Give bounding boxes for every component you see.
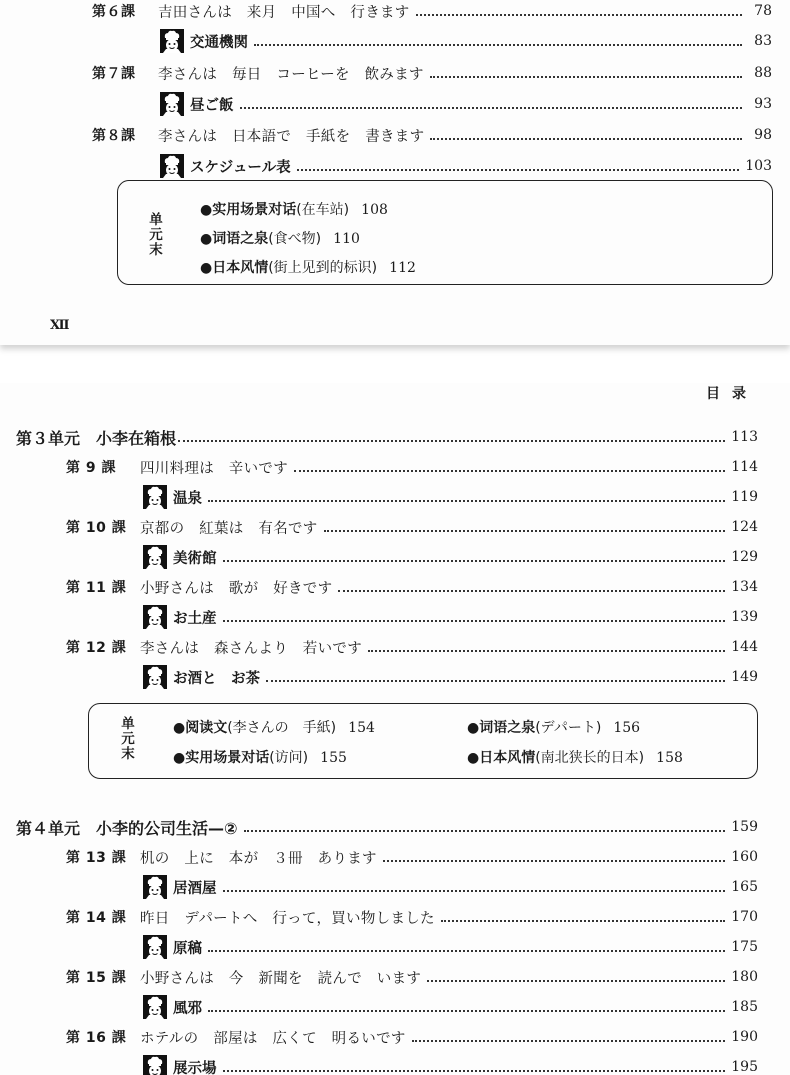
chef-icon	[143, 485, 167, 509]
leader-dots	[368, 650, 725, 652]
leader-dots	[254, 44, 742, 46]
leader-dots	[208, 1010, 725, 1012]
page-ref: 144	[731, 639, 758, 655]
page-ref: 165	[731, 879, 758, 895]
unit-end-item-topic: (食べ物)	[268, 231, 322, 247]
sub-topic-title: 原稿	[173, 940, 202, 957]
unit-end-item-topic: (南北狭长的日本)	[535, 750, 645, 766]
chef-icon	[160, 154, 184, 178]
unit-end-item[interactable]	[200, 228, 360, 248]
page-ref: 154	[348, 720, 375, 736]
page-ref: 113	[731, 429, 758, 445]
unit-end-item-title: ●词语之泉	[467, 720, 536, 736]
unit-end-box	[117, 180, 773, 285]
page-ref: 78	[754, 3, 772, 19]
lesson-row[interactable]	[0, 964, 790, 990]
lesson-row[interactable]	[0, 844, 790, 870]
lesson-title: 小野さんは 歌が 好きです	[140, 580, 333, 597]
leader-dots	[383, 860, 725, 862]
leader-dots	[223, 890, 726, 892]
unit-end-label-char: 末	[149, 242, 163, 258]
unit-title: 第３单元 小李在箱根	[16, 428, 177, 448]
sub-topic-title: 居酒屋	[173, 880, 217, 897]
unit-end-item[interactable]	[467, 717, 640, 737]
chef-icon	[143, 1055, 167, 1075]
sub-topic-row[interactable]	[0, 544, 790, 570]
sub-topic-row[interactable]	[0, 664, 790, 690]
page-ref: 155	[320, 750, 347, 766]
chef-icon	[160, 92, 184, 116]
sub-topic-title: スケジュール表	[190, 159, 291, 176]
page-ref: 114	[731, 459, 758, 475]
sub-topic-title: 交通機関	[190, 34, 248, 51]
lesson-number: 第６課	[92, 4, 136, 20]
unit-end-box	[88, 703, 758, 779]
unit-end-item-title: ●实用场景对话	[200, 202, 297, 218]
leader-dots	[297, 169, 740, 171]
chef-icon	[143, 935, 167, 959]
page-ref: 83	[754, 33, 772, 49]
sub-topic-row[interactable]	[0, 484, 790, 510]
page-ref: 119	[731, 489, 758, 505]
page-ref: 88	[754, 65, 772, 81]
unit-end-label-char: 单	[149, 212, 163, 228]
lesson-title: ホテルの 部屋は 広くて 明るいです	[140, 1030, 406, 1047]
page-ref: 103	[745, 158, 772, 174]
unit-end-item-title: ●日本风情	[200, 260, 269, 276]
lesson-title: 四川料理は 辛いです	[140, 460, 288, 477]
leader-dots	[266, 680, 725, 682]
unit-end-item-topic: (访问)	[269, 750, 309, 766]
leader-dots	[427, 980, 725, 982]
unit-row[interactable]	[0, 424, 790, 450]
leader-dots	[441, 920, 725, 922]
leader-dots	[294, 470, 725, 472]
lesson-number: 第 11 課	[66, 580, 127, 596]
sub-topic-row[interactable]	[0, 604, 790, 630]
sub-topic-row[interactable]	[0, 1054, 790, 1075]
sub-topic-title: 温泉	[173, 490, 202, 507]
chef-icon	[143, 545, 167, 569]
chef-icon	[143, 605, 167, 629]
lesson-number: 第 15 課	[66, 970, 127, 986]
leader-dots	[416, 14, 742, 16]
lesson-number: 第 14 課	[66, 910, 127, 926]
unit-end-item[interactable]	[173, 717, 375, 737]
toc-page-top	[0, 0, 790, 345]
unit-end-item-topic: (街上见到的标识)	[268, 260, 378, 276]
leader-dots	[223, 620, 726, 622]
page-ref: 159	[731, 819, 758, 835]
unit-end-item[interactable]	[200, 257, 416, 277]
unit-end-item-title: ●日本风情	[467, 750, 536, 766]
page-ref: 158	[656, 750, 683, 766]
page-ref: 124	[731, 519, 758, 535]
page-header: 目录	[706, 386, 758, 402]
leader-dots	[178, 440, 725, 442]
page-number: Ⅻ	[50, 318, 70, 333]
leader-dots	[324, 530, 726, 532]
sub-topic-title: 風邪	[173, 1000, 202, 1017]
sub-topic-title: 昼ご飯	[190, 97, 234, 114]
lesson-number: 第 9 課	[66, 460, 116, 476]
unit-end-label	[148, 213, 164, 258]
unit-end-label-char: 单	[121, 716, 135, 732]
page-ref: 134	[731, 579, 758, 595]
page-ref: 149	[731, 669, 758, 685]
lesson-number: 第８課	[92, 128, 136, 144]
lesson-title: 吉田さんは 来月 中国へ 行きます	[158, 4, 410, 21]
unit-end-item-topic: (李さんの 手紙)	[227, 720, 337, 736]
leader-dots	[412, 1040, 726, 1042]
leader-dots	[240, 107, 743, 109]
page-ref: 170	[731, 909, 758, 925]
unit-end-label-char: 元	[121, 731, 135, 747]
page-ref: 98	[754, 127, 772, 143]
page-ref: 190	[731, 1029, 758, 1045]
unit-end-item[interactable]	[173, 747, 347, 767]
unit-end-label	[120, 717, 136, 762]
chef-icon	[143, 995, 167, 1019]
page-ref: 180	[731, 969, 758, 985]
lesson-number: 第７課	[92, 66, 136, 82]
chef-icon	[143, 665, 167, 689]
sub-topic-title: お酒と お茶	[173, 670, 260, 687]
unit-end-label-char: 元	[149, 227, 163, 243]
leader-dots	[338, 590, 725, 592]
lesson-number: 第 10 課	[66, 520, 127, 536]
leader-dots	[223, 1070, 726, 1072]
sub-topic-row[interactable]	[0, 91, 790, 117]
leader-dots	[208, 500, 725, 502]
lesson-row[interactable]	[0, 904, 790, 930]
lesson-row[interactable]	[0, 634, 790, 660]
lesson-row[interactable]	[0, 454, 790, 480]
unit-end-item-topic: (デパート)	[535, 720, 602, 736]
leader-dots	[430, 76, 742, 78]
lesson-title: 昨日 デパートへ 行って，買い物しました	[140, 910, 435, 927]
page-ref: 112	[389, 260, 416, 276]
lesson-row[interactable]	[0, 0, 790, 24]
lesson-row[interactable]	[0, 514, 790, 540]
sub-topic-row[interactable]	[0, 153, 790, 179]
unit-end-item-title: ●实用场景对话	[173, 750, 270, 766]
sub-topic-row[interactable]	[0, 934, 790, 960]
lesson-number: 第 16 課	[66, 1030, 127, 1046]
page-ref: 175	[731, 939, 758, 955]
page-ref: 156	[613, 720, 641, 736]
unit-end-item[interactable]	[200, 199, 388, 219]
chef-icon	[143, 875, 167, 899]
page-ref: 108	[361, 202, 388, 218]
sub-topic-row[interactable]	[0, 28, 790, 54]
lesson-title: 李さんは 森さんより 若いです	[140, 640, 362, 657]
lesson-row[interactable]	[0, 60, 790, 86]
toc-page-bottom	[0, 383, 790, 1075]
page-ref: 160	[731, 849, 758, 865]
unit-end-label-char: 末	[121, 746, 135, 762]
sub-topic-row[interactable]	[0, 874, 790, 900]
unit-row[interactable]	[0, 814, 790, 840]
unit-end-item-title: ●词语之泉	[200, 231, 269, 247]
unit-title: 第４单元 小李的公司生活—②	[16, 818, 238, 838]
unit-end-item-topic: (在车站)	[296, 202, 350, 218]
lesson-title: 李さんは 日本語で 手紙を 書きます	[158, 128, 425, 145]
lesson-number: 第 12 課	[66, 640, 127, 656]
page-ref: 185	[731, 999, 758, 1015]
lesson-row[interactable]	[0, 1024, 790, 1050]
lesson-title: 京都の 紅葉は 有名です	[140, 520, 318, 537]
lesson-row[interactable]	[0, 122, 790, 148]
sub-topic-title: 展示場	[173, 1060, 217, 1075]
page-ref: 139	[731, 609, 758, 625]
page-ref: 93	[754, 96, 772, 112]
sub-topic-title: お土産	[173, 610, 217, 627]
sub-topic-title: 美術館	[173, 550, 217, 567]
chef-icon	[160, 29, 184, 53]
leader-dots	[430, 138, 742, 140]
page-ref: 110	[333, 231, 360, 247]
lesson-title: 机の 上に 本が ３冊 あります	[140, 850, 377, 867]
unit-end-item[interactable]	[467, 747, 683, 767]
page-ref: 195	[731, 1059, 758, 1075]
sub-topic-row[interactable]	[0, 994, 790, 1020]
lesson-title: 小野さんは 今 新聞を 読んで います	[140, 970, 422, 987]
leader-dots	[208, 950, 725, 952]
page-ref: 129	[731, 549, 758, 565]
lesson-title: 李さんは 毎日 コーヒーを 飲みます	[158, 66, 424, 83]
lesson-number: 第 13 課	[66, 850, 127, 866]
leader-dots	[244, 830, 726, 832]
unit-end-item-title: ●阅读文	[173, 720, 228, 736]
leader-dots	[223, 560, 726, 562]
lesson-row[interactable]	[0, 574, 790, 600]
